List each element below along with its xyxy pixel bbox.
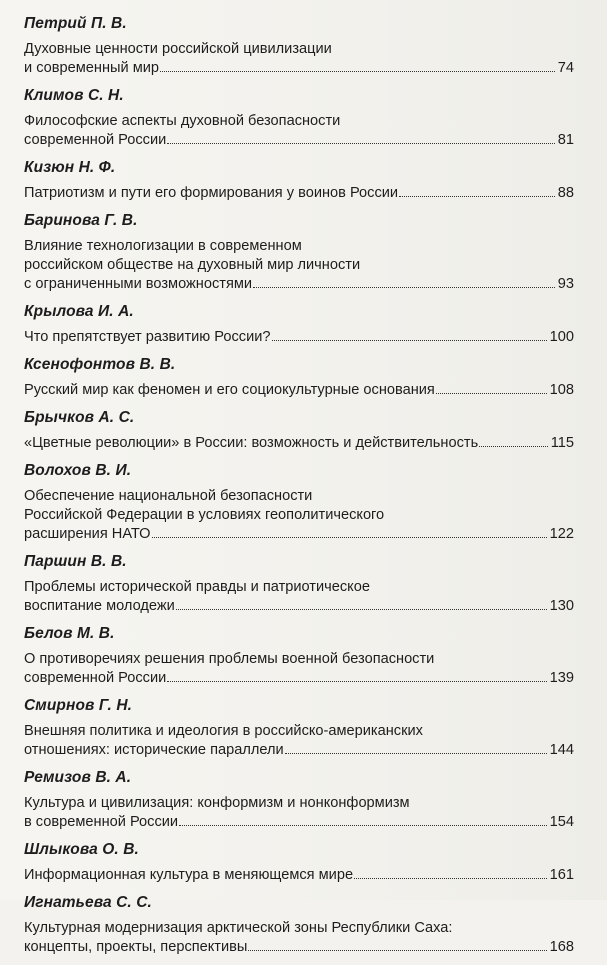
toc-entry (24, 840, 574, 885)
toc-entry (24, 158, 574, 203)
entry-title-text: Философские аспекты духовной безопасности (24, 113, 341, 129)
entry-title-text: Духовные ценности российской цивилизации (24, 41, 332, 57)
entry-author: Шлыкова О. В. (24, 841, 139, 858)
entry-title-line (24, 40, 574, 59)
entry-page-number: 93 (557, 276, 574, 292)
dot-leader (167, 681, 546, 682)
entry-page-number: 139 (549, 670, 574, 686)
entry-page-number: 115 (550, 435, 574, 451)
entry-title-line (24, 650, 574, 669)
entry-title (24, 919, 574, 957)
entry-title (24, 184, 574, 203)
dot-leader (272, 340, 547, 341)
entry-page-number: 130 (549, 598, 574, 614)
entry-title-text: расширения НАТО (24, 526, 151, 542)
entry-title-line (24, 131, 574, 150)
entry-title-line (24, 794, 574, 813)
entry-title-line (24, 813, 574, 832)
entry-title-line (24, 112, 574, 131)
entry-title-line (24, 275, 574, 294)
dot-leader (354, 878, 547, 879)
entry-title-text: с ограниченными возможностями (24, 276, 253, 292)
toc-entry (24, 461, 574, 544)
entry-author: Белов М. В. (24, 625, 115, 642)
entry-author: Смирнов Г. Н. (24, 697, 133, 714)
entry-title-line (24, 741, 574, 760)
entry-title-line (24, 487, 574, 506)
entry-title-text: Проблемы исторической правды и патриотическое (24, 579, 370, 595)
entry-author: Петрий П. В. (24, 15, 127, 32)
entry-title-line (24, 506, 574, 525)
toc-entry (24, 624, 574, 688)
toc-entry (24, 552, 574, 616)
entry-page-number: 154 (549, 814, 574, 830)
entry-title (24, 237, 574, 294)
entry-title-line (24, 237, 574, 256)
dot-leader (248, 950, 546, 951)
entry-title (24, 328, 574, 347)
entry-title-text: современной России (24, 670, 167, 686)
entry-title-text: Русский мир как феномен и его социокультурные основания (24, 382, 435, 398)
entry-title-line (24, 597, 574, 616)
dot-leader (399, 196, 555, 197)
entry-title (24, 722, 574, 760)
entry-title-text: Что препятствует развитию России? (24, 329, 271, 345)
entry-author: Ремизов В. А. (24, 769, 132, 786)
entry-title-line (24, 434, 574, 453)
entry-author: Паршин В. В. (24, 553, 127, 570)
entry-page-number: 74 (557, 60, 574, 76)
entry-page-number: 122 (549, 526, 574, 542)
entry-title-line (24, 866, 574, 885)
entry-author: Климов С. Н. (24, 87, 124, 104)
entry-author: Волохов В. И. (24, 462, 132, 479)
entry-author: Баринова Г. В. (24, 212, 138, 229)
toc-entry (24, 893, 574, 957)
dot-leader (160, 71, 555, 72)
toc-entry (24, 211, 574, 294)
entry-title (24, 40, 574, 78)
entry-author: Кизюн Н. Ф. (24, 159, 116, 176)
entry-title-line (24, 184, 574, 203)
entry-title-text: Культура и цивилизация: конформизм и нонконформизм (24, 795, 410, 811)
entry-title (24, 487, 574, 544)
toc-entry (24, 355, 574, 400)
entry-title (24, 381, 574, 400)
dot-leader (253, 287, 555, 288)
entry-title-text: Российской Федерации в условиях геополитического (24, 507, 385, 523)
entry-page-number: 81 (557, 132, 574, 148)
entry-title-text: Культурная модернизация арктической зоны Республики Саха: (24, 920, 453, 936)
entry-title-line (24, 256, 574, 275)
entry-title-line (24, 525, 574, 544)
entry-title-text: современной России (24, 132, 167, 148)
entry-title-line (24, 328, 574, 347)
entry-title (24, 650, 574, 688)
dot-leader (285, 753, 547, 754)
entry-page-number: 100 (549, 329, 574, 345)
entry-title-text: в современной России (24, 814, 179, 830)
toc-entry (24, 86, 574, 150)
entry-title-text: Обеспечение национальной безопасности (24, 488, 313, 504)
entry-title-line (24, 381, 574, 400)
entry-title-line (24, 578, 574, 597)
toc-entry (24, 14, 574, 78)
entry-author: Брычков А. С. (24, 409, 135, 426)
entry-page-number: 88 (557, 185, 574, 201)
entry-page-number: 144 (549, 742, 574, 758)
entry-title-text: отношениях: исторические параллели (24, 742, 284, 758)
dot-leader (179, 825, 547, 826)
table-of-contents (24, 14, 574, 965)
entry-page-number: 168 (549, 939, 574, 955)
entry-title-text: Внешняя политика и идеология в российско-американских (24, 723, 423, 739)
dot-leader (436, 393, 547, 394)
entry-title-text: О противоречиях решения проблемы военной безопасности (24, 651, 435, 667)
dot-leader (167, 143, 555, 144)
dot-leader (152, 537, 547, 538)
entry-title (24, 112, 574, 150)
entry-title-line (24, 938, 574, 957)
entry-title (24, 866, 574, 885)
entry-title-line (24, 919, 574, 938)
entry-title-line (24, 59, 574, 78)
entry-title (24, 794, 574, 832)
entry-page-number: 108 (549, 382, 574, 398)
entry-title-line (24, 722, 574, 741)
entry-title (24, 578, 574, 616)
toc-entry (24, 302, 574, 347)
dot-leader (479, 446, 548, 447)
entry-title-text: воспитание молодежи (24, 598, 175, 614)
entry-author: Игнатьева С. С. (24, 894, 152, 911)
entry-title-text: Влияние технологизации в современном (24, 238, 302, 254)
entry-title (24, 434, 574, 453)
entry-title-text: Патриотизм и пути его формирования у воинов России (24, 185, 399, 201)
entry-title-text: «Цветные революции» в России: возможность и действительность (24, 435, 479, 451)
toc-entry (24, 696, 574, 760)
entry-author: Ксенофонтов В. В. (24, 356, 176, 373)
entry-author: Крылова И. А. (24, 303, 134, 320)
entry-title-text: концепты, проекты, перспективы (24, 939, 248, 955)
entry-title-line (24, 669, 574, 688)
entry-title-text: и современный мир (24, 60, 160, 76)
entry-page-number: 161 (549, 867, 574, 883)
entry-title-text: Информационная культура в меняющемся мире (24, 867, 354, 883)
entry-title-text: российском обществе на духовный мир личности (24, 257, 361, 273)
dot-leader (176, 609, 547, 610)
toc-entry (24, 408, 574, 453)
toc-entry (24, 768, 574, 832)
